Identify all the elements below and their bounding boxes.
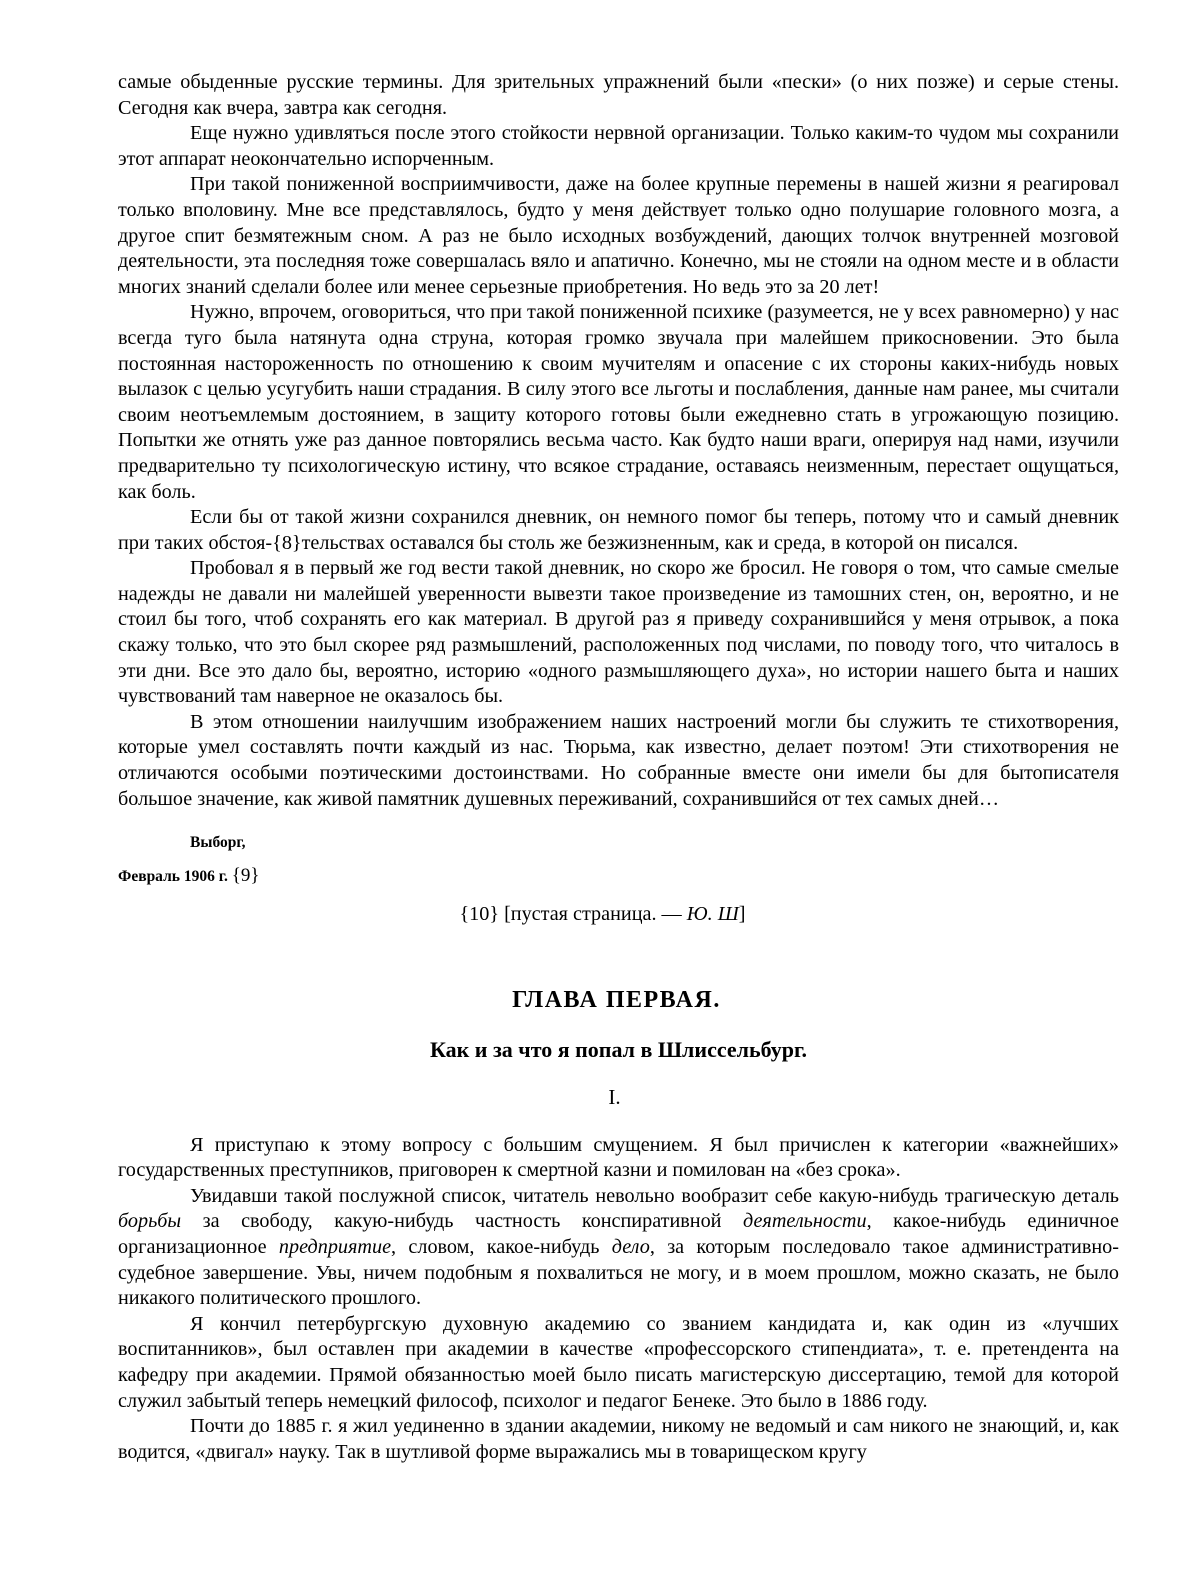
chapter-body — [118, 1133, 1119, 1466]
chapter-subtitle: Как и за что я попал в Шлиссельбург. — [429, 1037, 808, 1063]
text-run: Увидавши такой послужной список, читатель невольно вообразит себе какую-нибудь трагическую деталь — [190, 1184, 1119, 1207]
paragraph-with-italics — [118, 1184, 1119, 1312]
paragraph: Почти до 1885 г. я жил уединенно в здании академии, никому не ведомый и сам никого не знающий, и, как водится, «двигал» науку. Так в шутливой форме выражались мы в товарищеском кругу — [118, 1415, 1119, 1463]
paragraph-continued: самые обыденные русские термины. Для зрительных упражнений были «пески» (о них позже) и серые стены. Сегодня как вчера, завтра как сегодня. — [118, 71, 1119, 119]
paragraph: Нужно, впрочем, оговориться, что при такой пониженной психике (разумеется, не у всех равномерно) у нас всегда туго была натянута одна струна, которая громко звучала при малейшем прикосновении. Это была постоянная настороженность по отношению к своим мучителям и опасение с их стороны каких-нибудь новых вылазок с целью усугубить наши страдания. В силу этого все льготы и послабления, данные нам ранее, мы считали своим неотъемлемым достоянием, в защиту которого готовы были ежедневно стать в угрожающую позицию. Попытки же отнять уже раз данное повторялись весьма часто. Как будто наши враги, оперируя над нами, изучили предварительно ту психологическую истину, что всякое страдание, оставаясь неизменным, перестает ощущаться, как боль. — [118, 301, 1119, 503]
page-marker: {9} — [231, 865, 260, 887]
section-number: I. — [608, 1085, 621, 1109]
text-run: за свободу, какую-нибудь частность конспиративной — [181, 1210, 744, 1233]
paragraph: Еще нужно удивляться после этого стойкости нервной организации. Только каким-то чудом мы сохранили этот аппарат неокончательно испорченным. — [118, 122, 1119, 170]
text-run: , словом, какое-нибудь — [391, 1235, 612, 1258]
signature-date-line — [118, 866, 1119, 887]
italic-run: дело — [611, 1235, 650, 1258]
paragraph: Я приступаю к этому вопросу с большим смущением. Я был причислен к категории «важнейших» государственных преступников, приговорен к смертной казни и помилован на «без срока». — [118, 1133, 1119, 1182]
paragraph: Я кончил петербургскую духовную академию со званием кандидата и, как один из «лучших воспитанников», был оставлен при академии в качестве «профессорского стипендиата», т. е. претендента на кафедру при академии. Прямой обязанностью моей было писать магистерскую диссертацию, темой для которой служил забытый теперь немецкий философ, психолог и педагог Бенеке. Это было в 1886 году. — [118, 1312, 1119, 1412]
paragraph: Пробовал я в первый же год вести такой дневник, но скоро же бросил. Не говоря о том, что самые смелые надежды не давали ни малейшей уверенности вывезти такое произведение из тамошних стен, он, вероятно, и не стоил бы того, чтоб сохранять его как материал. В другой раз я приведу сохранившийся у меня отрывок, а пока скажу только, что это был скорее ряд размышлений, расположенных под числами, по поводу того, что читалось в эти дни. Все это дало бы, вероятно, историю «одного размышляющего духа», но истории нашего быта и наших чувствований там наверное не оказалось бы. — [118, 557, 1119, 708]
paragraph: Если бы от такой жизни сохранился дневник, он немного помог бы теперь, потому что и самый дневник при таких обстоя-{8}тельствах оставался бы столь же безжизненным, как и среда, в которой он писался. — [118, 506, 1119, 554]
editor-initials: Ю. Ш — [686, 903, 739, 926]
signature-place: Выборг, — [190, 834, 246, 852]
blank-page-note — [118, 902, 1119, 928]
blank-page-text: {10} [пустая страница. — — [459, 903, 682, 926]
paragraph: При такой пониженной восприимчивости, даже на более крупные перемены в нашей жизни я реагировал только вполовину. Мне все представлялось, будто у меня действует только одно полушарие головного мозга, а другое спит безмятежным сном. А раз не было исходных возбуждений, дающих толчок внутренней мозговой деятельности, эта последняя тоже совершалась вяло и апатично. Конечно, мы не стояли на одном месте и в области многих знаний сделали более или менее серьезные приобретения. Но ведь это за 20 лет! — [118, 173, 1119, 298]
blank-page-close: ] — [738, 903, 746, 926]
italic-run: борьбы — [118, 1210, 182, 1233]
text-run: , какое-нибудь единичное организационное — [118, 1210, 1119, 1258]
chapter-title: ГЛАВА ПЕРВАЯ. — [512, 986, 721, 1013]
text-run: , за которым последовало такое административно-судебное завершение. Увы, ничем подобным я похвалиться не могу, и в моем прошлом, можно сказать, не было никакого политического прошлого. — [118, 1235, 1119, 1310]
italic-run: деятельности — [743, 1210, 867, 1233]
italic-run: предприятие — [278, 1235, 392, 1258]
signature-date: Февраль 1906 г. — [118, 868, 228, 886]
paragraph: В этом отношении наилучшим изображением наших настроений могли бы служить те стихотворения, которые умел составлять почти каждый из нас. Тюрьма, как известно, делает поэтом! Эти стихотворения не отличаются особыми поэтическими достоинствами. Но собранные вместе они имели бы для бытописателя большое значение, как живой памятник душевных переживаний, сохранившийся от тех самых дней… — [118, 710, 1119, 810]
